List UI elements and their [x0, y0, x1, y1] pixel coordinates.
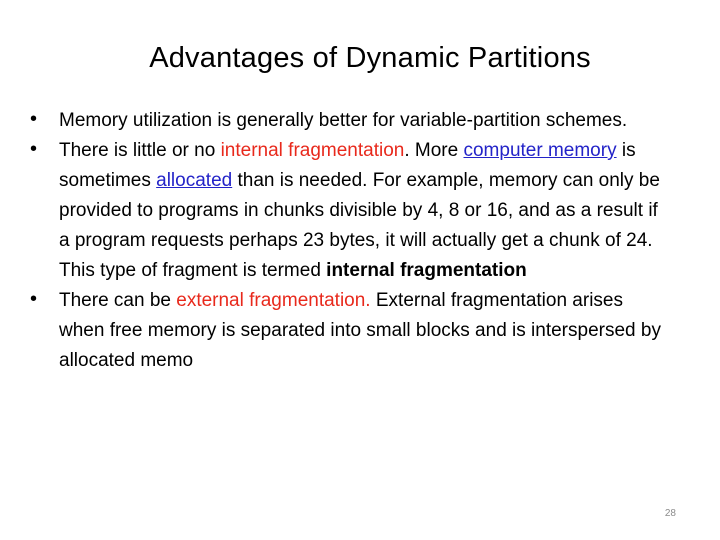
internal-fragmentation-bold: internal fragmentation — [326, 260, 527, 281]
internal-fragmentation-term: internal fragmentation — [220, 140, 405, 161]
bullet-item-external-fragmentation — [30, 286, 670, 376]
bullet-item-internal-fragmentation — [30, 136, 670, 286]
computer-memory-link[interactable]: computer memory — [463, 140, 617, 161]
bullet-text-rest: than is needed. For example, memory can only be provided to programs in chunks divisible by 4, 8 or 16, and as a result if a program requests perhaps 23 bytes, it will actually get a chunk of 24. This type of fragment is termed — [59, 170, 660, 281]
slide-title: Advantages of Dynamic Partitions — [149, 42, 591, 74]
external-fragmentation-term: external fragmentation. — [176, 290, 371, 311]
bullet-text-intro: There can be — [59, 290, 177, 311]
allocated-link[interactable]: allocated — [156, 170, 233, 191]
bullet-item-memory-utilization — [30, 106, 670, 136]
bullet-text: Memory utilization is generally better for variable-partition schemes. — [59, 110, 628, 131]
bullet-icon: • — [30, 288, 38, 310]
bullet-list — [30, 106, 670, 376]
page-number: 28 — [664, 508, 676, 519]
bullet-icon: • — [30, 108, 38, 130]
bullet-text-rest: External fragmentation arises when free memory is separated into small blocks and is interspersed by allocated memo — [59, 290, 661, 371]
bullet-icon: • — [30, 138, 38, 160]
bullet-text-middle: is sometimes — [59, 140, 636, 191]
bullet-text-connector: . More — [404, 140, 464, 161]
bullet-text-intro: There is little or no — [59, 140, 221, 161]
